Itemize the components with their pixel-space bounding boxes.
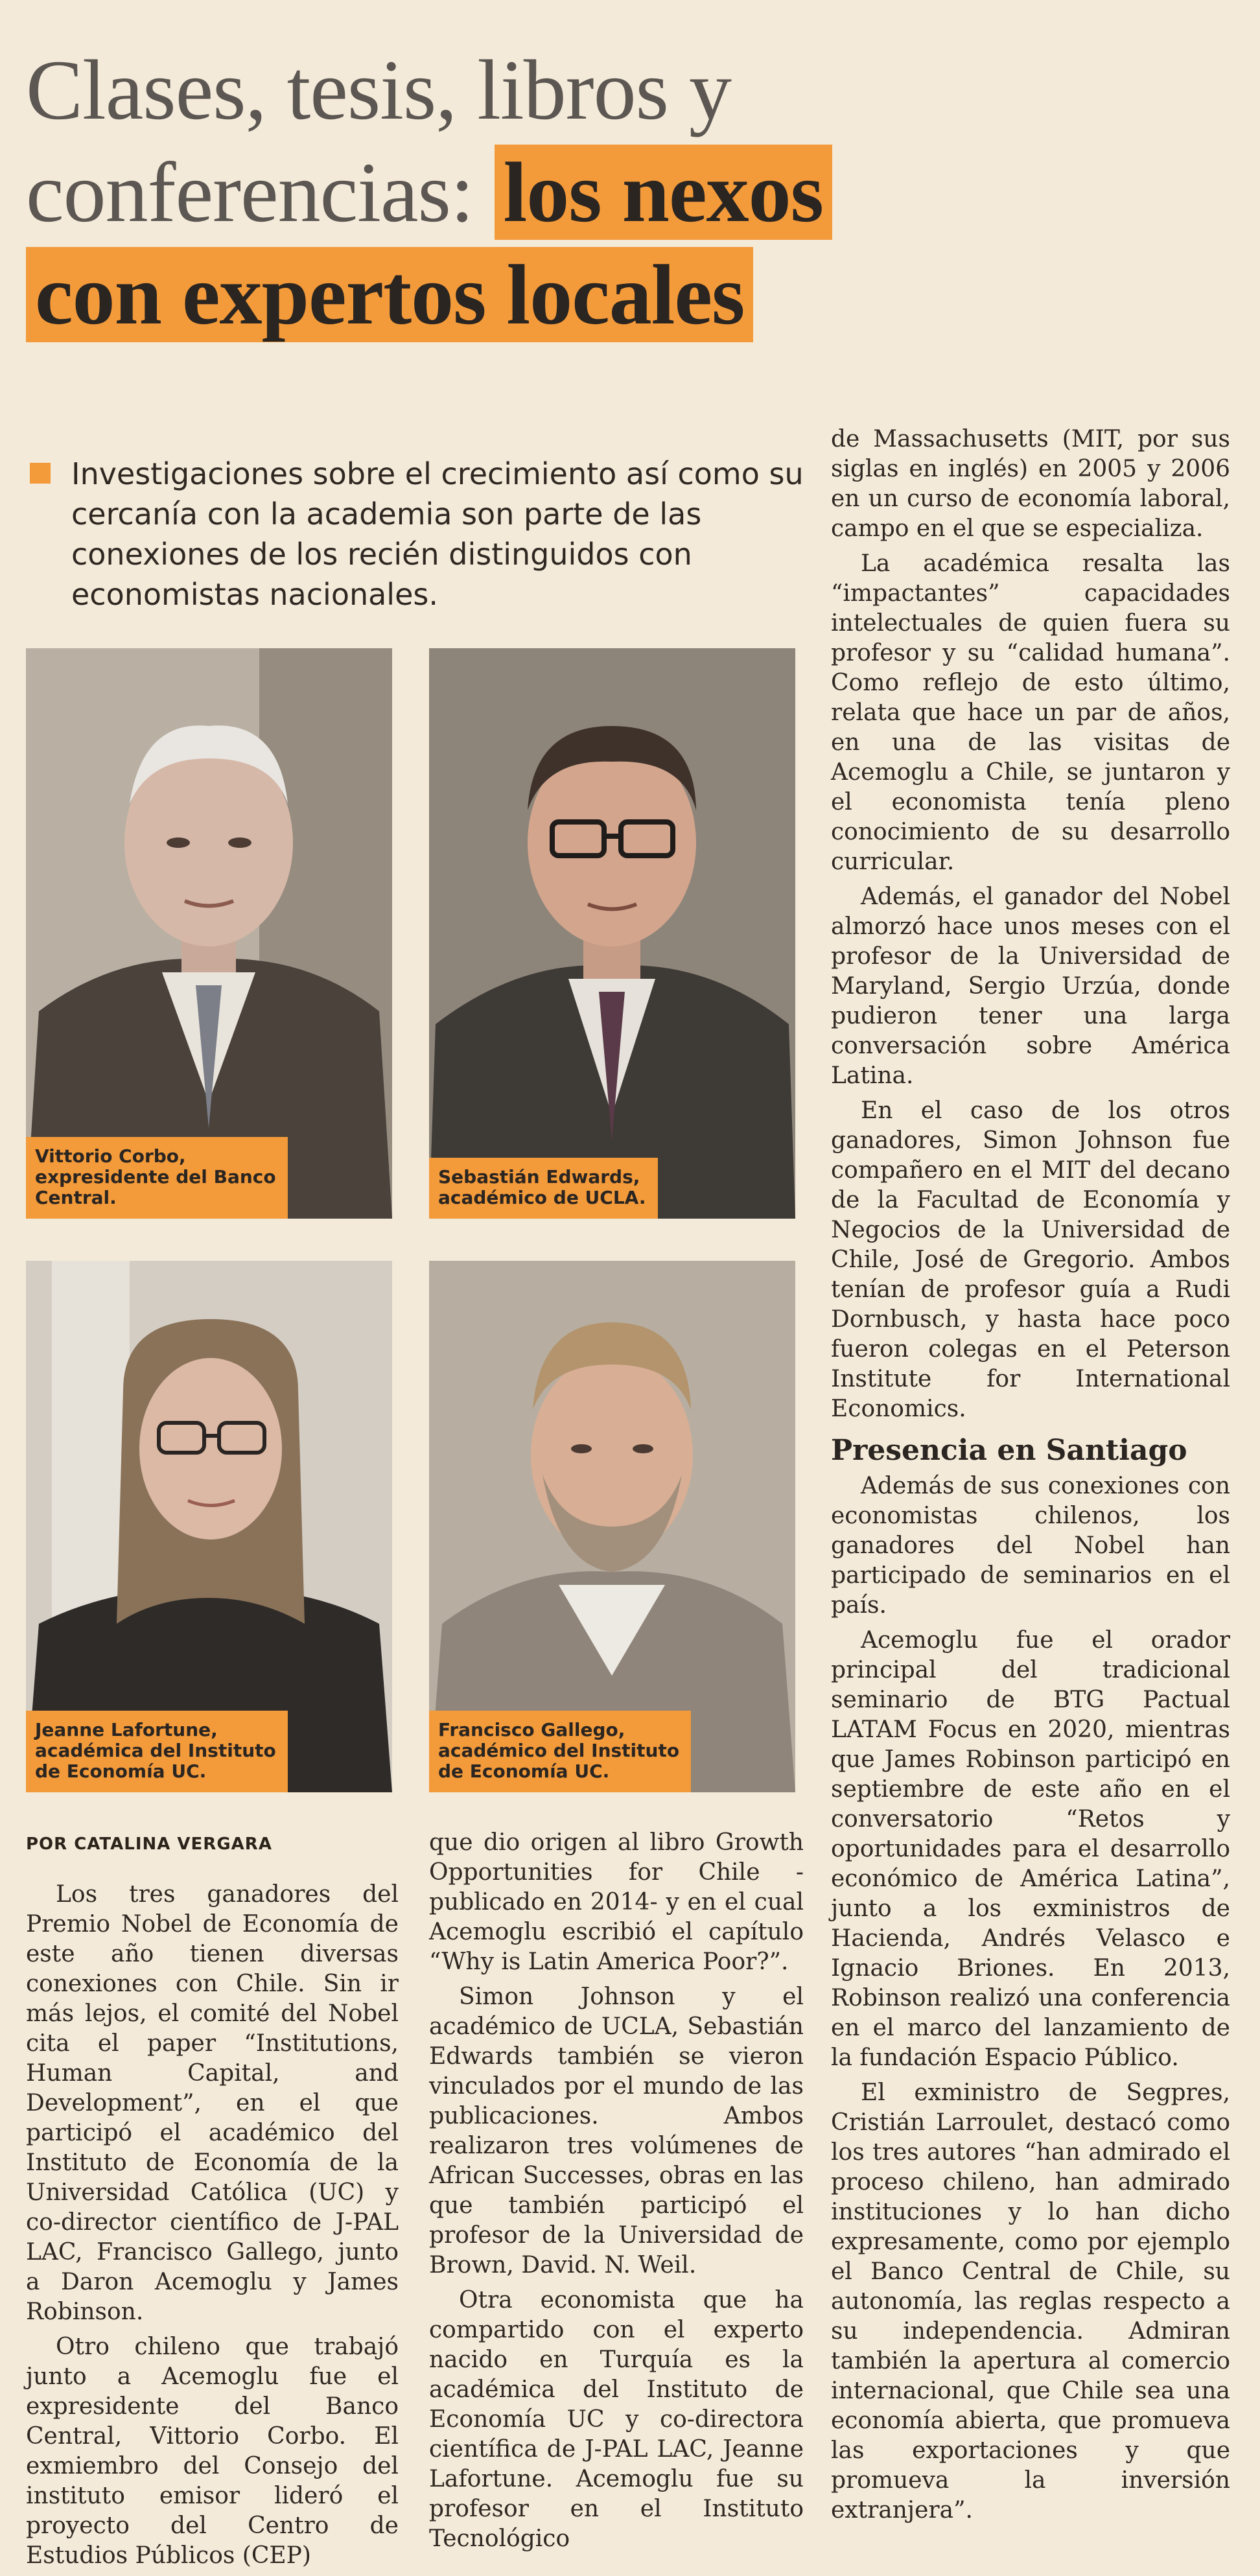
photo-caption: Vittorio Corbo, expresidente del Banco Central. bbox=[26, 1137, 288, 1219]
photo-caption: Francisco Gallego, académico del Instituto de Economía UC. bbox=[429, 1711, 691, 1792]
photo-vittorio-corbo bbox=[26, 648, 392, 1219]
paragraph: Acemoglu fue el orador principal del tradicional seminario de BTG Pactual LATAM Focus en 2020, mientras que James Robinson participó en septiembre de este año en el conversatorio “Retos y oportunidades para el desarrollo económico de América Latina”, junto a los exministros de Hacienda, Andrés Velasco e Ignacio Briones. En 2013, Robinson realizó una conferencia en el marco del lanzamiento de la fundación Espacio Público. bbox=[831, 1627, 1230, 2071]
headline-plain: Clases, tesis, libros y conferencias: bbox=[26, 42, 731, 240]
portrait-illustration bbox=[26, 648, 392, 1219]
photo-jeanne-lafortune bbox=[26, 1261, 392, 1792]
square-bullet-icon bbox=[30, 463, 51, 484]
article-column-3 bbox=[831, 425, 1230, 1429]
article-column-2 bbox=[429, 1828, 804, 2559]
portrait-illustration bbox=[429, 648, 795, 1219]
paragraph: que dio origen al libro Growth Opportunities for Chile -publicado en 2014- y en el cual Acemoglu escribió el capítulo “Why is Latin America Poor?”. bbox=[429, 1829, 804, 1975]
headline bbox=[26, 39, 1063, 346]
section-subheading: Presencia en Santiago bbox=[831, 1434, 1187, 1467]
paragraph: Otra economista que ha compartido con el experto nacido en Turquía es la académica del Instituto de Economía UC y co-directora científica de J-PAL LAC, Jeanne Lafortune. Acemoglu fue su profesor en el Instituto Tecnológico bbox=[429, 2287, 804, 2552]
photo-sebastian-edwards bbox=[429, 648, 795, 1219]
lead-text: Investigaciones sobre el crecimiento así como su cercanía con la academia son parte de las conexiones de los recién distinguidos con economistas nacionales. bbox=[71, 456, 804, 612]
paragraph: Además, el ganador del Nobel almorzó hace unos meses con el profesor de la Universidad de Maryland, Sergio Urzúa, donde pudieron tener una larga conversación sobre América Latina. bbox=[831, 884, 1230, 1089]
paragraph: La académica resalta las “impactantes” capacidades intelectuales de quien fuera su profesor y su “calidad humana”. Como reflejo de esto último, relata que hace un par de años, en una de las visitas de Acemoglu a Chile, se juntaron y el economista tenía pleno conocimiento de su desarrollo curricular. bbox=[831, 550, 1230, 875]
photo-caption: Sebastián Edwards, académico de UCLA. bbox=[429, 1158, 658, 1219]
byline: POR CATALINA VERGARA bbox=[26, 1834, 272, 1854]
article-column-1 bbox=[26, 1880, 399, 2576]
headline-highlight-2: con expertos locales bbox=[26, 247, 753, 342]
photo-caption: Jeanne Lafortune, académica del Instituto de Economía UC. bbox=[26, 1711, 288, 1792]
paragraph: Simon Johnson y el académico de UCLA, Sebastián Edwards también se vieron vinculados por el mundo de las publicaciones. Ambos realizaron tres volúmenes de African Successes, obras en las que también participó el profesor de la Universidad de Brown, David. N. Weil. bbox=[429, 1984, 804, 2278]
paragraph: El exministro de Segpres, Cristián Larroulet, destacó como los tres autores “han admirado el proceso chileno, han admirado instituciones y lo han dicho expresamente, como por ejemplo el Banco Central de Chile, su autonomía, las reglas respecto a su independencia. Admiran también la apertura al comercio internacional, que Chile sea una economía abierta, que promueva las exportaciones y que promueva la inversión extranjera”. bbox=[831, 2079, 1230, 2523]
headline-highlight-1: los nexos bbox=[495, 145, 832, 240]
article-column-4 bbox=[831, 1471, 1230, 2531]
paragraph: Los tres ganadores del Premio Nobel de Economía de este año tienen diversas conexiones con Chile. Sin ir más lejos, el comité del Nobel cita el paper “Institutions, Human Capital, and Development”, en el que participó el académico del Instituto de Economía de la Universidad Católica (UC) y co-director científico de J-PAL LAC, Francisco Gallego, junto a Daron Acemoglu y James Robinson. bbox=[26, 1881, 399, 2325]
paragraph: de Massachusetts (MIT, por sus siglas en inglés) en 2005 y 2006 en un curso de economía laboral, campo en el que se especializa. bbox=[831, 426, 1230, 542]
paragraph: Otro chileno que trabajó junto a Acemoglu fue el expresidente del Banco Central, Vittorio Corbo. El exmiembro del Consejo del instituto emisor lideró el proyecto del Centro de Estudios Públicos (CEP) bbox=[26, 2334, 399, 2569]
lead-paragraph bbox=[30, 454, 849, 615]
paragraph: Además de sus conexiones con economistas chilenos, los ganadores del Nobel han participado de seminarios en el país. bbox=[831, 1473, 1230, 1619]
paragraph: En el caso de los otros ganadores, Simon Johnson fue compañero en el MIT del decano de la Facultad de Economía y Negocios de la Universidad de Chile, José de Gregorio. Ambos tenían de profesor guía a Rudi Dornbusch, y hasta hace poco fueron colegas en el Peterson Institute for International Economics. bbox=[831, 1097, 1230, 1422]
photo-francisco-gallego bbox=[429, 1261, 795, 1792]
